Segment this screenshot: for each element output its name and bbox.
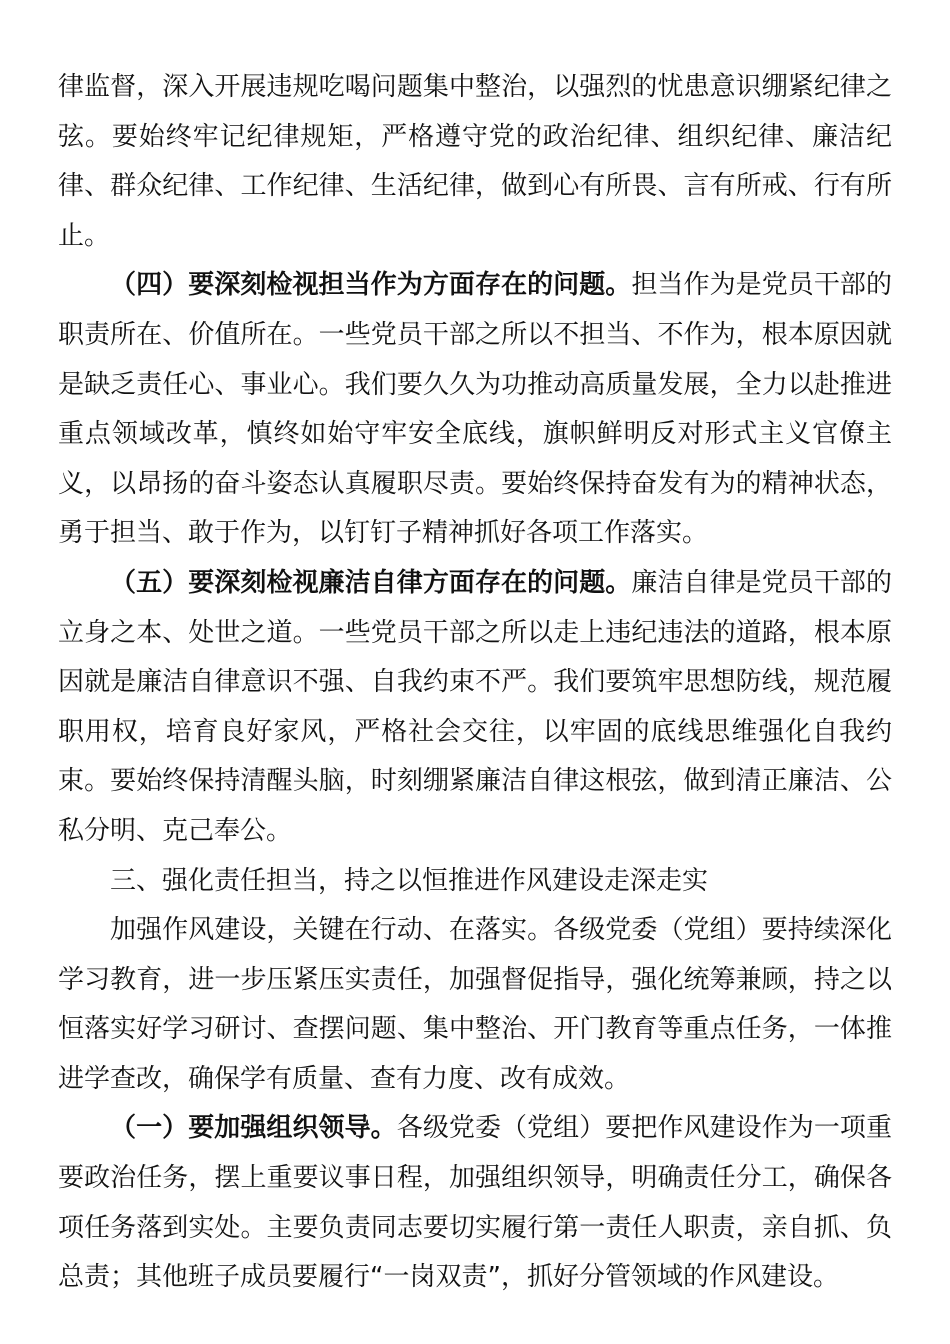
paragraph-responsibility [58,261,892,559]
heading-one-leadership: （一）要加强组织领导。 [110,1113,397,1144]
paragraph-responsibility-body: 担当作为是党员干部的职责所在、价值所在。一些党员干部之所以不担当、不作为，根本原因就是缺乏责任心、事业心。我们要久久为功推动高质量发展，全力以赴推进重点领域改革，慎终如始守牢安全底线，旗帜鲜明反对形式主义官僚主义，以昂扬的奋斗姿态认真履职尽责。要始终保持奋发有为的精神状态，勇于担当、敢于作为，以钉钉子精神抓好各项工作落实。 [58,270,892,549]
paragraph-organization-leadership [58,1104,892,1302]
document-body [58,63,892,1303]
heading-five-integrity: （五）要深刻检视廉洁自律方面存在的问题。 [110,567,632,598]
paragraph-discipline-continuation: 律监督，深入开展违规吃喝问题集中整治，以强烈的忧患意识绷紧纪律之弦。要始终牢记纪律规矩，严格遵守党的政治纪律、组织纪律、廉洁纪律、群众纪律、工作纪律、生活纪律，做到心有所畏、言有所戒、行有所止。 [58,72,892,251]
heading-four-responsibility: （四）要深刻检视担当作为方面存在的问题。 [110,270,632,301]
paragraph-integrity [58,559,892,857]
paragraph-organization-leadership-body: 各级党委（党组）要把作风建设作为一项重要政治任务，摆上重要议事日程，加强组织领导，明确责任分工，确保各项任务落到实处。主要负责同志要切实履行第一责任人职责，亲自抓、负总责；其他班子成员要履行“一岗双责”，抓好分管领域的作风建设。 [58,1113,892,1293]
paragraph-integrity-body: 廉洁自律是党员干部的立身之本、处世之道。一些党员干部之所以走上违纪违法的道路，根本原因就是廉洁自律意识不强、自我约束不严。我们要筑牢思想防线，规范履职用权，培育良好家风，严格社会交往，以牢固的底线思维强化自我约束。要始终保持清醒头脑，时刻绷紧廉洁自律这根弦，做到清正廉洁、公私分明、克己奉公。 [58,567,892,846]
section-three-title: 三、强化责任担当，持之以恒推进作风建设走深走实 [110,865,709,896]
paragraph-section-three-intro: 加强作风建设，关键在行动、在落实。各级党委（党组）要持续深化学习教育，进一步压紧压实责任，加强督促指导，强化统筹兼顾，持之以恒落实好学习研讨、查摆问题、集中整治、开门教育等重点任务，一体推进学查改，确保学有质量、查有力度、改有成效。 [58,915,892,1094]
